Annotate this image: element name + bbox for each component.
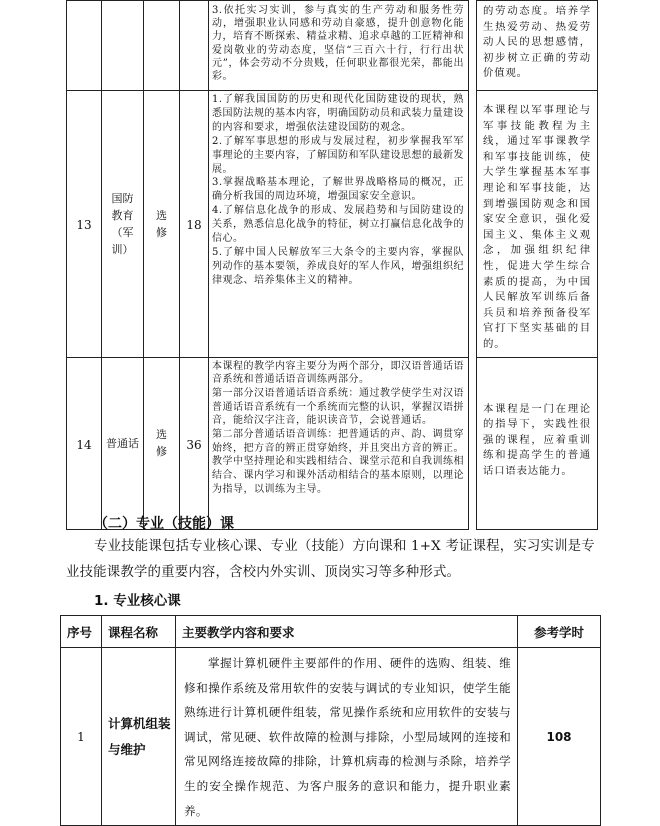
course-type: 选修 <box>156 428 167 458</box>
course-goal-text: 的劳动态度。培养学生热爱劳动、热爱劳动人民的思想感情，初步树立正确的劳动价值观。 <box>483 5 591 80</box>
course-goal-cell <box>477 357 598 529</box>
subsection-heading: 1. 专业核心课 <box>94 593 181 609</box>
course-content-cell <box>209 91 469 358</box>
header-content: 主要教学内容和要求 <box>176 616 518 648</box>
header-name: 课程名称 <box>102 616 176 648</box>
course-name: 国防教育（军训） <box>111 191 134 256</box>
content-item: 本课程的教学内容主要分为两个部分，即汉语普通话语音系统和普通话语音训练两部分。 <box>212 360 464 386</box>
row-number: 14 <box>76 437 92 452</box>
content-item: 4.了解信息化战争的形成、发展趋势和与国防建设的关系，熟悉信息化战争的特征，树立打赢信息化战争的信心。 <box>212 205 464 245</box>
content-item: 2.了解军事思想的形成与发展过程，初步掌握我军军事理论的主要内容，了解国防和军队建设思想的最新发展。 <box>212 135 464 175</box>
course-hours: 36 <box>186 437 202 452</box>
content-item: 教学中坚持理论和实践相结合、课堂示范和自我训练相结合、课内学习和课外活动相结合的基本原则，以理论为指导，以训练为主导。 <box>212 456 464 495</box>
table-row <box>61 648 601 826</box>
course-goal-text: 本课程是一门在理论的指导下，实践性很强的课程，应着重训练和提高学生的普通话口语表达能力。 <box>483 402 591 477</box>
course-goal-cell <box>477 91 598 358</box>
table-row <box>67 357 598 529</box>
content-item: 第二部分普通话语音训练：把普通话的声、韵、调贯穿始终，把方音的辨正贯穿始终，并且突出方音的辨正。 <box>212 429 464 454</box>
table-row <box>67 1 598 91</box>
course-content-text: 3.依托实习实训，参与真实的生产劳动和服务性劳动，增强职业认同感和劳动自豪感，提升创意物化能力，培育不断探索、精益求精、追求卓越的工匠精神和爱岗敬业的劳动态度，坚信“三百六十行，行行出状元”，体会劳动不分贵贱，任何职业都很光荣，都能出彩。 <box>212 5 464 83</box>
section-paragraph: 专业技能课包括专业核心课、专业（技能）方向课和 1+X 考证课程，实习实训是专业技能课教学的重要内容，含校内外实训、顶岗实习等多种形式。 <box>66 539 595 580</box>
course-hours: 108 <box>518 648 601 826</box>
course-hours: 18 <box>186 218 202 233</box>
content-item: 3.掌握战略基本理论，了解世界战略格局的概况，正确分析我国的周边环境，增强国家安全意识。 <box>212 177 464 203</box>
public-course-table <box>66 0 598 530</box>
row-number: 13 <box>76 218 92 233</box>
course-goal-cell <box>477 1 598 91</box>
course-goal-text: 本课程以军事理论与军事技能教程为主线，通过军事课教学和军事技能训练，使大学生掌握基本军事理论和军事技能，达到增强国防观念和国家安全意识，强化爱国主义、集体主义观念，加强组织纪律性，促进大学生综合素质的提高，为中国人民解放军训练后备兵员和培养预备役军官打下坚实基础的目的。 <box>483 104 591 350</box>
course-content: 掌握计算机硬件主要部件的作用、硬件的选购、组装、维修和操作系统及常用软件的安装与调试的专业知识，使学生能熟练进行计算机硬件组装，常见操作系统和应用软件的安装与调试，常见硬、软件故障的检测与排除，小型局域网的连接和常见网络连接故障的排除，计算机病毒的检测与杀除，培养学生的安全操作规范、为客户服务的意识和能力，提升职业素养。 <box>176 648 518 826</box>
course-content-cell <box>209 1 469 91</box>
content-item: 第一部分汉语普通话语音系统：通过教学使学生对汉语普通话语音系统有一个系统而完整的认识，掌握汉语拼音，能给汉字注音，能识读音节，会说普通话。 <box>212 387 464 427</box>
row-number: 1 <box>61 648 102 826</box>
content-item: 1.了解我国国防的历史和现代化国防建设的现状，熟悉国防法规的基本内容，明确国防动员和武装力量建设的内容和要求，增强依法建设国防的观念。 <box>212 94 464 133</box>
section-heading: （二）专业（技能）课 <box>94 516 234 532</box>
table-row <box>67 91 598 358</box>
header-num: 序号 <box>61 616 102 648</box>
core-course-table <box>60 615 601 826</box>
table-header-row <box>61 616 601 648</box>
content-item: 5.了解中国人民解放军三大条令的主要内容，掌握队列动作的基本要领，养成良好的军人作风，增强组织纪律观念、培养集体主义的精神。 <box>212 246 464 286</box>
course-type: 选修 <box>156 208 167 239</box>
course-content-cell <box>209 357 469 529</box>
course-name: 计算机组装与维护 <box>102 648 176 826</box>
header-hours: 参考学时 <box>518 616 601 648</box>
course-name: 普通话 <box>106 436 139 450</box>
